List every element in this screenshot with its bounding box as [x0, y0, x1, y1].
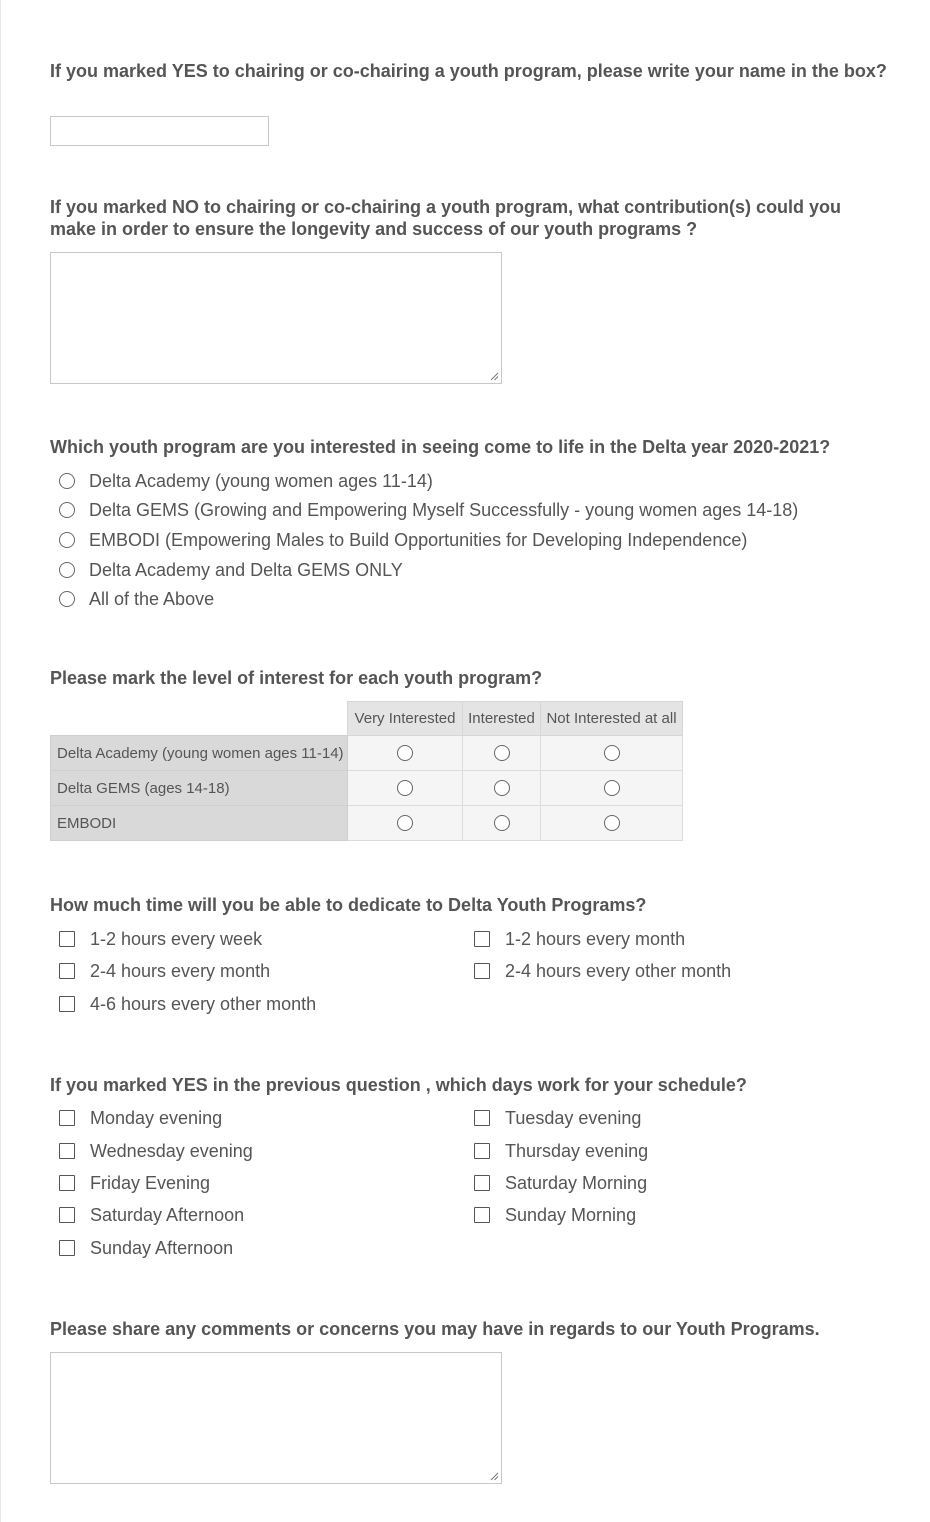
matrix-cell[interactable] [348, 806, 463, 841]
day-option-friday-evening[interactable] [59, 1170, 210, 1196]
matrix-row-delta-academy [51, 736, 683, 771]
option-label: EMBODI (Empowering Males to Build Opportunities for Developing Independence) [89, 529, 748, 550]
question-label: How much time will you be able to dedicate to Delta Youth Programs? [50, 895, 647, 915]
option-label: Sunday Morning [505, 1204, 637, 1225]
program-option-delta-gems[interactable] [59, 497, 798, 523]
checkbox[interactable] [59, 1207, 75, 1223]
radio-button[interactable] [397, 780, 413, 796]
checkbox[interactable] [474, 931, 490, 947]
day-option-sunday-afternoon[interactable] [59, 1235, 233, 1261]
matrix-row-label: Delta Academy (young women ages 11-14) [51, 736, 348, 771]
option-label: Delta Academy and Delta GEMS ONLY [89, 559, 403, 580]
time-option-2-4-hours-month[interactable] [59, 958, 270, 984]
radio-button[interactable] [59, 502, 75, 518]
radio-button[interactable] [604, 745, 620, 761]
option-label: 1-2 hours every week [90, 928, 263, 949]
time-option-2-4-hours-other-month[interactable] [474, 958, 731, 984]
radio-button[interactable] [59, 532, 75, 548]
matrix-cell[interactable] [541, 736, 683, 771]
checkbox[interactable] [59, 931, 75, 947]
question-time-commitment-section [50, 894, 890, 1024]
program-option-academy-and-gems[interactable] [59, 557, 403, 583]
radio-button[interactable] [59, 591, 75, 607]
matrix-header-row [51, 702, 683, 736]
question-label: Please mark the level of interest for each youth program? [50, 668, 543, 688]
page-left-border [0, 0, 1, 1522]
radio-button[interactable] [494, 745, 510, 761]
matrix-column-header: Interested [463, 702, 541, 736]
matrix-column-header: Very Interested [348, 702, 463, 736]
option-label: All of the Above [89, 588, 215, 609]
question-schedule-days-section [50, 1074, 890, 1274]
question-level-of-interest-section [50, 667, 890, 847]
checkbox[interactable] [59, 1240, 75, 1256]
radio-button[interactable] [59, 473, 75, 489]
day-option-sunday-morning[interactable] [474, 1202, 636, 1228]
checkbox[interactable] [59, 1143, 75, 1159]
radio-button[interactable] [604, 780, 620, 796]
question-label: If you marked NO to chairing or co-chairing a youth program, what contribution(s) could you make in order to ensure the longevity and success of our youth programs ? [50, 197, 842, 239]
question-label: If you marked YES in the previous question , which days work for your schedule? [50, 1075, 747, 1095]
matrix-cell[interactable] [541, 806, 683, 841]
matrix-column-header: Not Interested at all [541, 702, 683, 736]
matrix-cell[interactable] [541, 771, 683, 806]
option-label: Monday evening [90, 1107, 223, 1128]
checkbox[interactable] [59, 963, 75, 979]
option-label: 4-6 hours every other month [90, 993, 317, 1014]
checkbox[interactable] [474, 1175, 490, 1191]
radio-button[interactable] [59, 562, 75, 578]
radio-button[interactable] [397, 815, 413, 831]
option-label: Tuesday evening [505, 1107, 642, 1128]
day-option-saturday-morning[interactable] [474, 1170, 647, 1196]
comments-textarea[interactable] [50, 1352, 502, 1484]
contribution-textarea[interactable] [50, 252, 502, 384]
checkbox[interactable] [474, 1110, 490, 1126]
matrix-cell[interactable] [348, 771, 463, 806]
program-option-embodi[interactable] [59, 527, 747, 553]
option-label: Thursday evening [505, 1140, 649, 1161]
checkbox[interactable] [474, 1143, 490, 1159]
checkbox[interactable] [474, 1207, 490, 1223]
question-name-section [50, 60, 890, 82]
day-option-saturday-afternoon[interactable] [59, 1202, 244, 1228]
day-option-monday-evening[interactable] [59, 1105, 222, 1131]
matrix-cell[interactable] [463, 771, 541, 806]
option-label: Delta GEMS (Growing and Empowering Myself Successfully - young women ages 14-18) [89, 499, 799, 520]
question-contribution-section [50, 196, 890, 240]
question-label: Which youth program are you interested in seeing come to life in the Delta year 2020-2021? [50, 437, 831, 457]
option-label: Friday Evening [90, 1172, 211, 1193]
option-label: Saturday Morning [505, 1172, 648, 1193]
option-label: 2-4 hours every month [90, 960, 271, 981]
time-option-1-2-hours-week[interactable] [59, 926, 262, 952]
matrix-row-label: Delta GEMS (ages 14-18) [51, 771, 348, 806]
radio-button[interactable] [494, 815, 510, 831]
time-option-4-6-hours-other-month[interactable] [59, 991, 316, 1017]
program-option-all[interactable] [59, 586, 214, 612]
checkbox[interactable] [59, 1175, 75, 1191]
option-label: Saturday Afternoon [90, 1204, 245, 1225]
interest-matrix [50, 701, 683, 841]
matrix-row-delta-gems [51, 771, 683, 806]
radio-button[interactable] [397, 745, 413, 761]
option-label: Wednesday evening [90, 1140, 253, 1161]
program-option-delta-academy[interactable] [59, 468, 433, 494]
option-label: Delta Academy (young women ages 11-14) [89, 470, 433, 491]
option-label: Sunday Afternoon [90, 1237, 234, 1258]
day-option-tuesday-evening[interactable] [474, 1105, 641, 1131]
resize-grip-icon[interactable] [489, 371, 499, 381]
question-program-interest-section [50, 436, 890, 616]
matrix-cell[interactable] [463, 736, 541, 771]
matrix-row-label: EMBODI [51, 806, 348, 841]
option-label: 2-4 hours every other month [505, 960, 732, 981]
option-label: 1-2 hours every month [505, 928, 686, 949]
day-option-wednesday-evening[interactable] [59, 1138, 253, 1164]
checkbox[interactable] [59, 1110, 75, 1126]
matrix-cell[interactable] [463, 806, 541, 841]
question-comments-section [50, 1318, 890, 1340]
question-label: Please share any comments or concerns you may have in regards to our Youth Programs. [50, 1319, 820, 1339]
matrix-row-embodi [51, 806, 683, 841]
checkbox[interactable] [59, 996, 75, 1012]
radio-button[interactable] [604, 815, 620, 831]
matrix-cell[interactable] [348, 736, 463, 771]
name-input[interactable] [50, 116, 269, 146]
checkbox[interactable] [474, 963, 490, 979]
time-option-1-2-hours-month[interactable] [474, 926, 685, 952]
day-option-thursday-evening[interactable] [474, 1138, 648, 1164]
resize-grip-icon[interactable] [489, 1471, 499, 1481]
matrix-corner [51, 702, 348, 736]
radio-button[interactable] [494, 780, 510, 796]
question-label: If you marked YES to chairing or co-chairing a youth program, please write your name in the box? [50, 61, 887, 81]
